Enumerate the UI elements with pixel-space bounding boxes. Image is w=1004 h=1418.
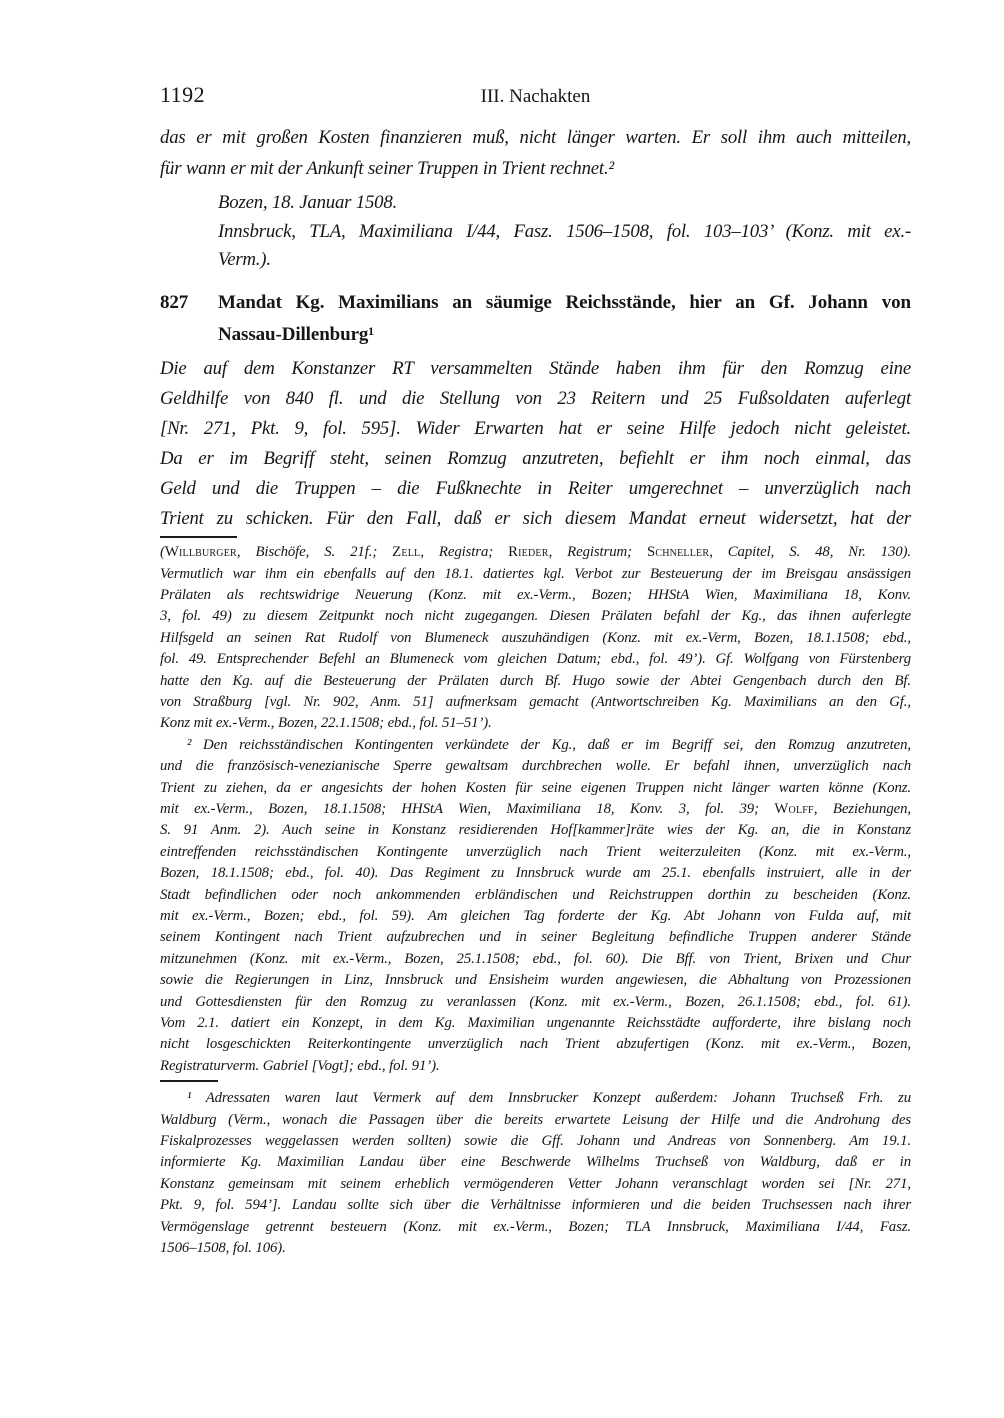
small-caps-name: Willburger bbox=[164, 544, 237, 561]
prev-doc-dateline-archive bbox=[160, 189, 911, 275]
text-line: ² Den reichsständischen Kontingenten verkündete der Kg., daß er im Begriff sei, den Romzug anzutreten, bbox=[187, 736, 911, 753]
doc-827-heading bbox=[160, 287, 911, 351]
footnote-separator-rule bbox=[160, 536, 237, 538]
text-line: Trient zu ziehen, da er angesichts der hohen Kosten für seine eigenen Truppen nicht länger warten könne (Konz. bbox=[160, 779, 911, 796]
doc-827-summary bbox=[160, 354, 911, 534]
text-line: Fiskalprozesses weggelassen werden sollten) sowie die Gff. Johann und Andreas von Sonnenberg. Am 19.1. bbox=[160, 1133, 911, 1150]
text-line: und die französisch-venezianische Sperre gewaltsam durchbrechen wolle. Er befahl ihnen, unverzüglich nach bbox=[160, 758, 911, 775]
text-line: Verm.). bbox=[218, 249, 271, 271]
doc-number: 827 bbox=[160, 292, 189, 314]
text-line: Vermutlich war ihm ein ebenfalls auf den 18.1. datiertes kgl. Verbot zur Besteuerung der im Breisgau ansässigen bbox=[160, 565, 911, 582]
text-line: für wann er mit der Ankunft seiner Truppen in Trient rechnet.² bbox=[160, 158, 614, 179]
text-line: Geld und die Truppen – die Fußknechte in Reiter umgerechnet – unverzüglich nach bbox=[160, 478, 911, 500]
footnote-2-block bbox=[160, 735, 911, 1078]
text-line: und Gottesdiensten für den Romzug zu veranlassen (Konz. mit ex.-Verm., Bozen, 26.1.1508; ebd., fol. 61). bbox=[160, 993, 911, 1010]
text-line: Nassau-Dillenburg¹ bbox=[218, 324, 374, 346]
text-line: eintreffenden reichsständischen Kontingente unverzüglich nach Trient weiterzuleiten (Konz. mit ex.-Verm., bbox=[160, 843, 911, 860]
text-line: S. 91 Anm. 2). Auch seine in Konstanz residierenden Hof[kammer]räte wies der Kg. an, die in Konstanz bbox=[160, 822, 911, 839]
running-head-title: III. Nachakten bbox=[480, 86, 591, 107]
prev-doc-body-text bbox=[160, 122, 911, 184]
footnote-continuation-block bbox=[160, 542, 911, 735]
text-line: Geldhilfe von 840 fl. und die Stellung von 23 Reitern und 25 Fußsoldaten auferlegt bbox=[160, 388, 911, 410]
text-line: Konz mit ex.-Verm., Bozen, 22.1.1508; ebd., fol. 51–51’). bbox=[160, 715, 492, 732]
text-line: Bozen, 18.1.1508; ebd., fol. 40). Das Regiment zu Innsbruck wurde am 25.1. ebenfalls instruiert, alle in der bbox=[160, 865, 911, 882]
text-line: mit ex.-Verm., Bozen; ebd., fol. 59). Am gleichen Tag forderte der Kg. Abt Johann von Fulda auf, mit bbox=[160, 908, 911, 925]
small-caps-name: Rieder bbox=[508, 544, 549, 561]
text-line: Vom 2.1. datiert ein Konzept, in dem Kg. Maximilian ungenannte Reichsstädte aufforderte, ihre bislang noch bbox=[160, 1015, 911, 1032]
text-line: Die auf dem Konstanzer RT versammelten Stände haben ihm für den Romzug eine bbox=[160, 358, 911, 380]
page-number: 1192 bbox=[160, 82, 206, 107]
text-line: Pkt. 9, fol. 594’]. Landau sollte sich über die Verhältnisse informieren und die beiden Truchsessen nach ihrer bbox=[160, 1197, 911, 1214]
text-line: ¹ Adressaten waren laut Vermerk auf dem Innsbrucker Konzept außerdem: Johann Truchseß Frh. zu bbox=[187, 1090, 911, 1107]
text-line: Da er im Begriff steht, seinen Romzug anzutreten, befiehlt er ihm noch einmal, das bbox=[160, 448, 911, 470]
text-line: Hilfsgeld an seinen Rat Rudolf von Blumeneck auszuhändigen (Konz. mit ex.-Verm, Bozen, 18.1.1508; ebd., bbox=[160, 629, 911, 646]
text-line: Stadt befindlichen oder noch ankommenden erbländischen und Reichstruppen dorthin zu bescheiden (Konz. bbox=[160, 886, 911, 903]
footnote-1-block bbox=[160, 1088, 911, 1259]
small-caps-name: Zell bbox=[392, 544, 421, 561]
text-line: Vermögenslage getrennt besteuern (Konz. mit ex.-Verm., Bozen; TLA Innsbruck, Maximiliana I/44, Fasz. bbox=[160, 1218, 911, 1235]
text-line: seinem Kontingent nach Trient aufzubrechen und in seiner Begleitung befindliche Truppen anderer Stände bbox=[160, 929, 911, 946]
text-line: Bozen, 18. Januar 1508. bbox=[218, 192, 398, 213]
doc-title-lines bbox=[218, 287, 911, 351]
running-header bbox=[160, 82, 911, 108]
text-line: 1506–1508, fol. 106). bbox=[160, 1240, 286, 1257]
text-line: Prälaten als rechtswidrige Neuerung (Konz. mit ex.-Verm., Bozen; HHStA Wien, Maximiliana 18, Konv. bbox=[160, 586, 911, 603]
text-line: Innsbruck, TLA, Maximiliana I/44, Fasz. 1506–1508, fol. 103–103’ (Konz. mit ex.- bbox=[218, 220, 911, 242]
text-line: 3, fol. 49) zu diesem Zeitpunkt noch nicht zugegangen. Diesen Prälaten befahl der Kg., das ihnen auferlegte bbox=[160, 608, 911, 625]
small-caps-name: Schneller bbox=[646, 544, 710, 561]
text-line: Registraturverm. Gabriel [Vogt]; ebd., fol. 91’). bbox=[160, 1057, 440, 1074]
text-line: von Straßburg [vgl. Nr. 902, Anm. 51] aufmerksam gemacht (Antwortschreiben Kg. Maximilians an den Gf., bbox=[160, 693, 911, 710]
text-line: [Nr. 271, Pkt. 9, fol. 595]. Wider Erwarten hat er seine Hilfe jedoch nicht geleistet. bbox=[160, 418, 911, 440]
text-line: Mandat Kg. Maximilians an säumige Reichsstände, hier an Gf. Johann von bbox=[218, 292, 911, 314]
small-caps-name: Wolff bbox=[774, 800, 814, 817]
text-line: Trient zu schicken. Für den Fall, daß er sich diesem Mandat erneut widersetzt, hat der bbox=[160, 508, 911, 530]
text-line: Waldburg (Verm., wonach die Passagen über die bereits erwartete Leisung der Hilfe und die Androhung des bbox=[160, 1111, 911, 1128]
text-line: sowie die Regierungen in Linz, Innsbruck und Ensisheim wurden angewiesen, die Abhaltung von Prozessionen bbox=[160, 972, 911, 989]
text-line: informierte Kg. Maximilian Landau über eine Beschwerde Wilhelms Truchseß von Waldburg, daß er in bbox=[160, 1154, 911, 1171]
text-line: Konstanz gemeinsam mit seinem erheblich vermögenderen Vetter Johann veranschlagt worden sei [Nr. 271, bbox=[160, 1175, 911, 1192]
footnote-separator-rule-2 bbox=[160, 1080, 218, 1082]
text-line: (Willburger, Bischöfe, S. 21f.; Zell, Registra; Rieder, Registrum; Schneller, Capitel, S. 48, Nr. 130). bbox=[160, 544, 911, 561]
text-line: das er mit großen Kosten finanzieren muß, nicht länger warten. Er soll ihm auch mitteilen, bbox=[160, 127, 911, 148]
text-line: mitzunehmen (Konz. mit ex.-Verm., Bozen, 25.1.1508; ebd., fol. 60). Die Bff. von Trient, Brixen und Chur bbox=[160, 950, 911, 967]
text-line: fol. 49. Entsprechender Befehl an Blumeneck vom gleichen Datum; ebd., fol. 49’). Gf. Wolfgang von Fürstenberg bbox=[160, 651, 911, 668]
text-line: nicht losgeschickten Reiterkontingente unverzüglich nach Trient abzufertigen (Konz. mit ex.-Verm., Bozen, bbox=[160, 1036, 911, 1053]
text-line: hatte den Kg. auf die Besteuerung der Prälaten durch Bf. Hugo sowie der Abtei Gengenbach durch den Bf. bbox=[160, 672, 911, 689]
text-line: mit ex.-Verm., Bozen, 18.1.1508; HHStA Wien, Maximiliana 18, Konv. 3, fol. 39; Wolff, Beziehungen, bbox=[160, 800, 911, 817]
